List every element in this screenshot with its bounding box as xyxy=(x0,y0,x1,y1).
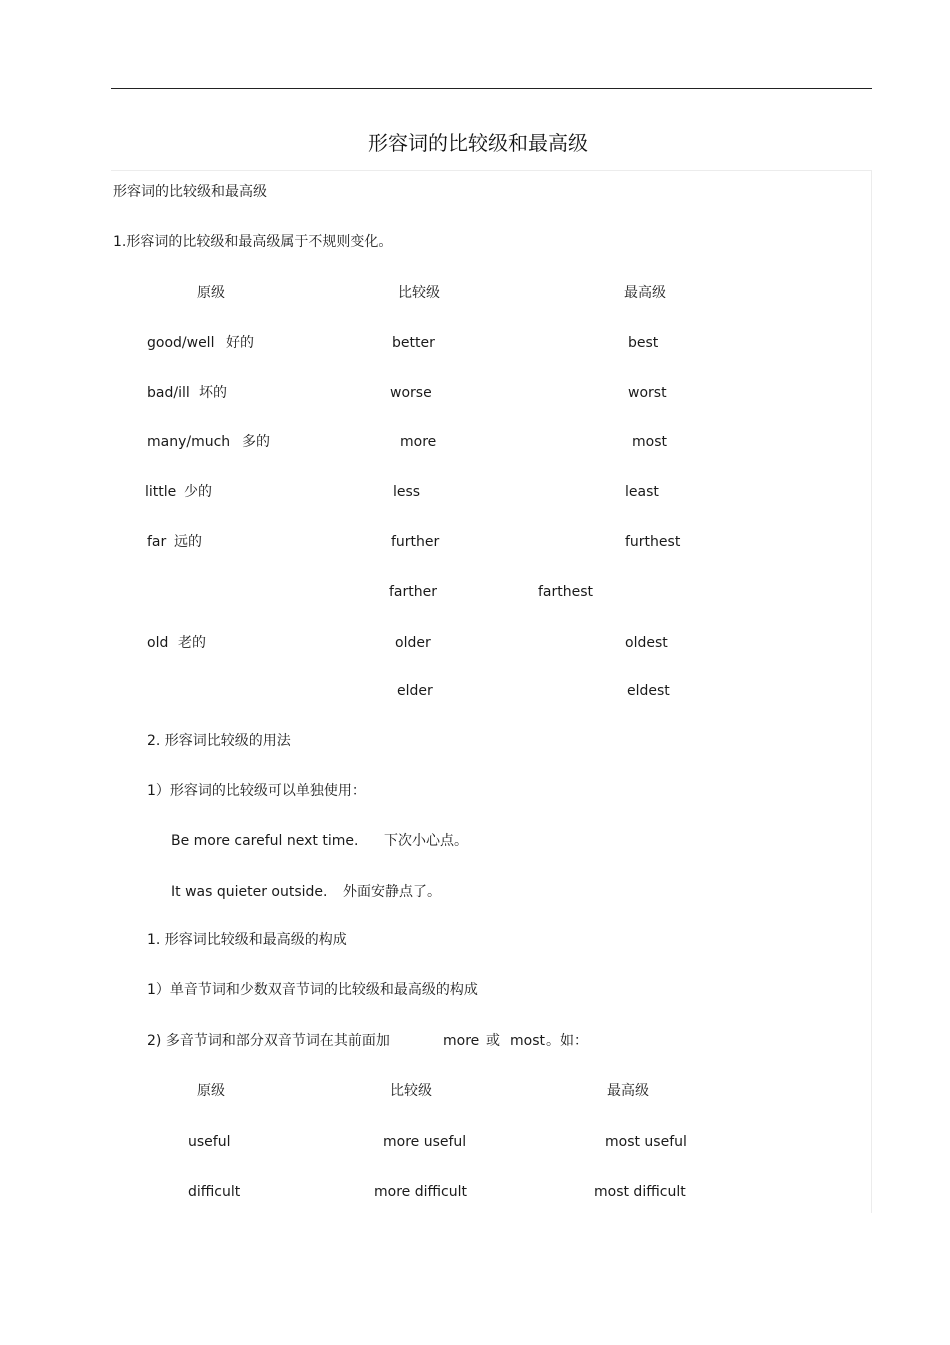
section-2-heading: 2. 形容词比较级的用法 xyxy=(147,733,291,749)
section-3-heading: 1. 形容词比较级和最高级的构成 xyxy=(147,932,347,948)
example-1-chinese: 下次小心点。 xyxy=(384,833,468,849)
table1-row5-word: far xyxy=(147,534,167,550)
section-1-heading: 1.形容词的比较级和最高级属于不规则变化。 xyxy=(113,234,393,250)
table1-row3-meaning: 多的 xyxy=(242,434,270,450)
table2-row1-comparative: more useful xyxy=(383,1134,467,1150)
table1-row4-comparative: less xyxy=(393,484,421,500)
table1-row2-word: bad/ill xyxy=(147,385,190,401)
table2-header-positive: 原级 xyxy=(197,1083,225,1099)
table2-row2-positive: difficult xyxy=(188,1184,241,1200)
table1-row2-superlative: worst xyxy=(628,385,667,401)
section-2-point-1: 1）形容词的比较级可以单独使用： xyxy=(147,783,366,799)
table1-row1-superlative: best xyxy=(628,335,659,351)
section-3-point-1: 1）单音节词和少数双音节词的比较级和最高级的构成 xyxy=(147,982,478,998)
table2-row1-positive: useful xyxy=(188,1134,231,1150)
table1-row7-superlative: oldest xyxy=(625,635,668,651)
table1-row3-word: many/much xyxy=(147,434,231,450)
table1-row4-meaning: 少的 xyxy=(184,484,212,500)
table1-row7-comparative: older xyxy=(395,635,431,651)
header-rule xyxy=(111,88,872,89)
document-title: 形容词的比较级和最高级 xyxy=(368,131,588,155)
table1-row7-meaning: 老的 xyxy=(178,635,206,651)
table1-row5-comparative: further xyxy=(391,534,440,550)
table1-row8-superlative: eldest xyxy=(627,683,670,699)
table1-row5-meaning: 远的 xyxy=(174,534,202,550)
table1-row8-comparative: elder xyxy=(397,683,433,699)
table1-row4-superlative: least xyxy=(625,484,659,500)
table1-row7-word: old xyxy=(147,635,169,651)
table1-row1-word: good/well xyxy=(147,335,215,351)
intro-line: 形容词的比较级和最高级 xyxy=(113,184,267,200)
table1-row4-word: little xyxy=(145,484,177,500)
section-3-point-2-tail: 。如： xyxy=(546,1033,588,1049)
section-3-point-2-lead: 2) 多音节词和部分双音节词在其前面加 xyxy=(147,1033,390,1049)
table1-row2-comparative: worse xyxy=(390,385,432,401)
table2-header-comparative: 比较级 xyxy=(390,1083,432,1099)
table2-header-superlative: 最高级 xyxy=(607,1083,649,1099)
table2-row2-comparative: more difficult xyxy=(374,1184,467,1200)
table1-header-positive: 原级 xyxy=(197,285,225,301)
table1-row5-superlative: furthest xyxy=(625,534,681,550)
table1-header-comparative: 比较级 xyxy=(398,285,440,301)
table1-row3-superlative: most xyxy=(632,434,667,450)
example-2-chinese: 外面安静点了。 xyxy=(343,884,441,900)
table1-row2-meaning: 坏的 xyxy=(199,385,227,401)
section-3-point-2-more: more xyxy=(443,1033,480,1049)
section-3-point-2-or: 或 xyxy=(486,1033,500,1049)
section-3-point-2-most: most xyxy=(510,1033,545,1049)
content-frame xyxy=(111,170,872,1213)
table2-row2-superlative: most difficult xyxy=(594,1184,686,1200)
table1-row6-superlative: farthest xyxy=(538,584,594,600)
example-1-english: Be more careful next time. xyxy=(171,833,359,849)
table1-row1-meaning: 好的 xyxy=(226,335,254,351)
table1-row1-comparative: better xyxy=(392,335,435,351)
table1-row3-comparative: more xyxy=(400,434,437,450)
table1-row6-comparative: farther xyxy=(389,584,437,600)
table2-row1-superlative: most useful xyxy=(605,1134,687,1150)
example-2-english: It was quieter outside. xyxy=(171,884,328,900)
table1-header-superlative: 最高级 xyxy=(624,285,666,301)
